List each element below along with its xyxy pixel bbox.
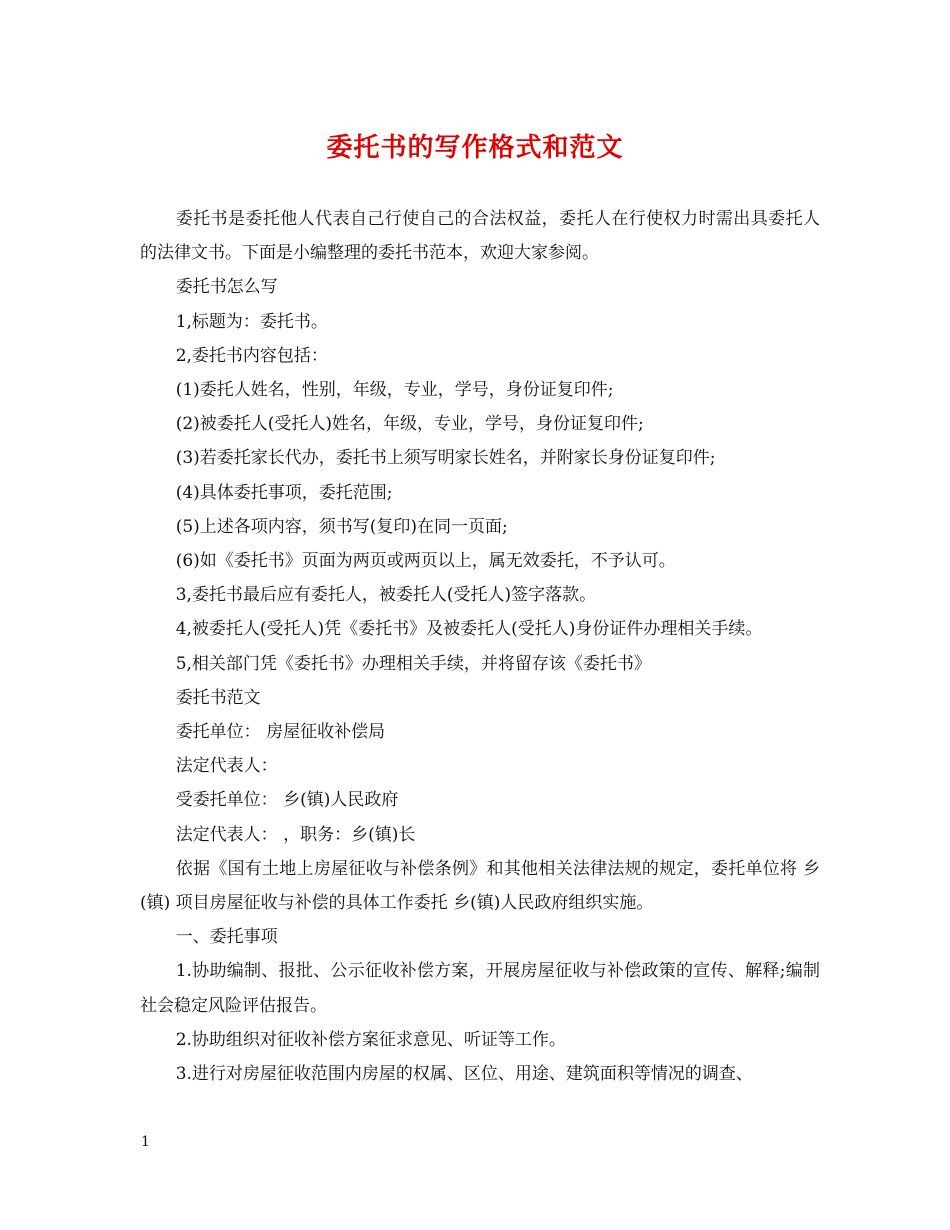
paragraph-item: 2,委托书内容包括： — [175, 345, 328, 366]
paragraph-section-heading: 一、委托事项 — [175, 927, 278, 948]
paragraph-subitem: (2)被委托人(受托人)姓名，年级，专业，学号，身份证复印件; — [175, 414, 644, 435]
paragraph-item: 3.进行对房屋征收范围内房屋的权属、区位、用途、建筑面积等情况的调查、 — [175, 1064, 753, 1085]
paragraph-subitem: (1)委托人姓名，性别，年级，专业，学号，身份证复印件; — [175, 380, 614, 401]
paragraph-field: 法定代表人： ，职务：乡(镇)长 — [175, 824, 416, 845]
page-number: 1 — [141, 1134, 150, 1150]
paragraph-field: 委托单位： 房屋征收补偿局 — [175, 722, 386, 743]
paragraph-item: 3,委托书最后应有委托人，被委托人(受托人)签字落款。 — [175, 585, 597, 606]
paragraph-subitem: (3)若委托家长代办，委托书上须写明家长姓名，并附家长身份证复印件; — [175, 448, 716, 469]
paragraph-heading-how-to-write: 委托书怎么写 — [175, 277, 278, 298]
paragraph-basis: 依据《国有土地上房屋征收与补偿条例》和其他相关法律法规的规定，委托单位将 乡(镇) 项目房屋征收与补偿的具体工作委托 乡(镇)人民政府组织实施。 — [140, 858, 820, 914]
document-body — [140, 202, 820, 1091]
paragraph-field: 受委托单位： 乡(镇)人民政府 — [175, 790, 399, 811]
document-title: 委托书的写作格式和范文 — [326, 133, 624, 163]
paragraph-item: 2.协助组织对征收补偿方案征求意见、听证等工作。 — [175, 1029, 566, 1050]
paragraph-item: 1,标题为：委托书。 — [175, 311, 328, 332]
paragraph-intro: 委托书是委托他人代表自己行使自己的合法权益，委托人在行使权力时需出具委托人的法律文书。下面是小编整理的委托书范本，欢迎大家参阅。 — [140, 209, 820, 264]
paragraph-subitem: (5)上述各项内容，须书写(复印)在同一页面; — [175, 516, 508, 537]
paragraph-subitem: (4)具体委托事项，委托范围; — [175, 482, 393, 503]
paragraph-subitem: (6)如《委托书》页面为两页或两页以上，属无效委托，不予认可。 — [175, 551, 676, 572]
paragraph-item: 5,相关部门凭《委托书》办理相关手续，并将留存该《委托书》 — [175, 653, 651, 674]
paragraph-field: 法定代表人： — [175, 756, 278, 777]
paragraph-item: 1.协助编制、报批、公示征收补偿方案，开展房屋征收与补偿政策的宣传、解释;编制社会稳定风险评估报告。 — [140, 961, 820, 1016]
paragraph-item: 4,被委托人(受托人)凭《委托书》及被委托人(受托人)身份证件办理相关手续。 — [175, 619, 763, 640]
paragraph-heading-sample: 委托书范文 — [175, 687, 261, 708]
